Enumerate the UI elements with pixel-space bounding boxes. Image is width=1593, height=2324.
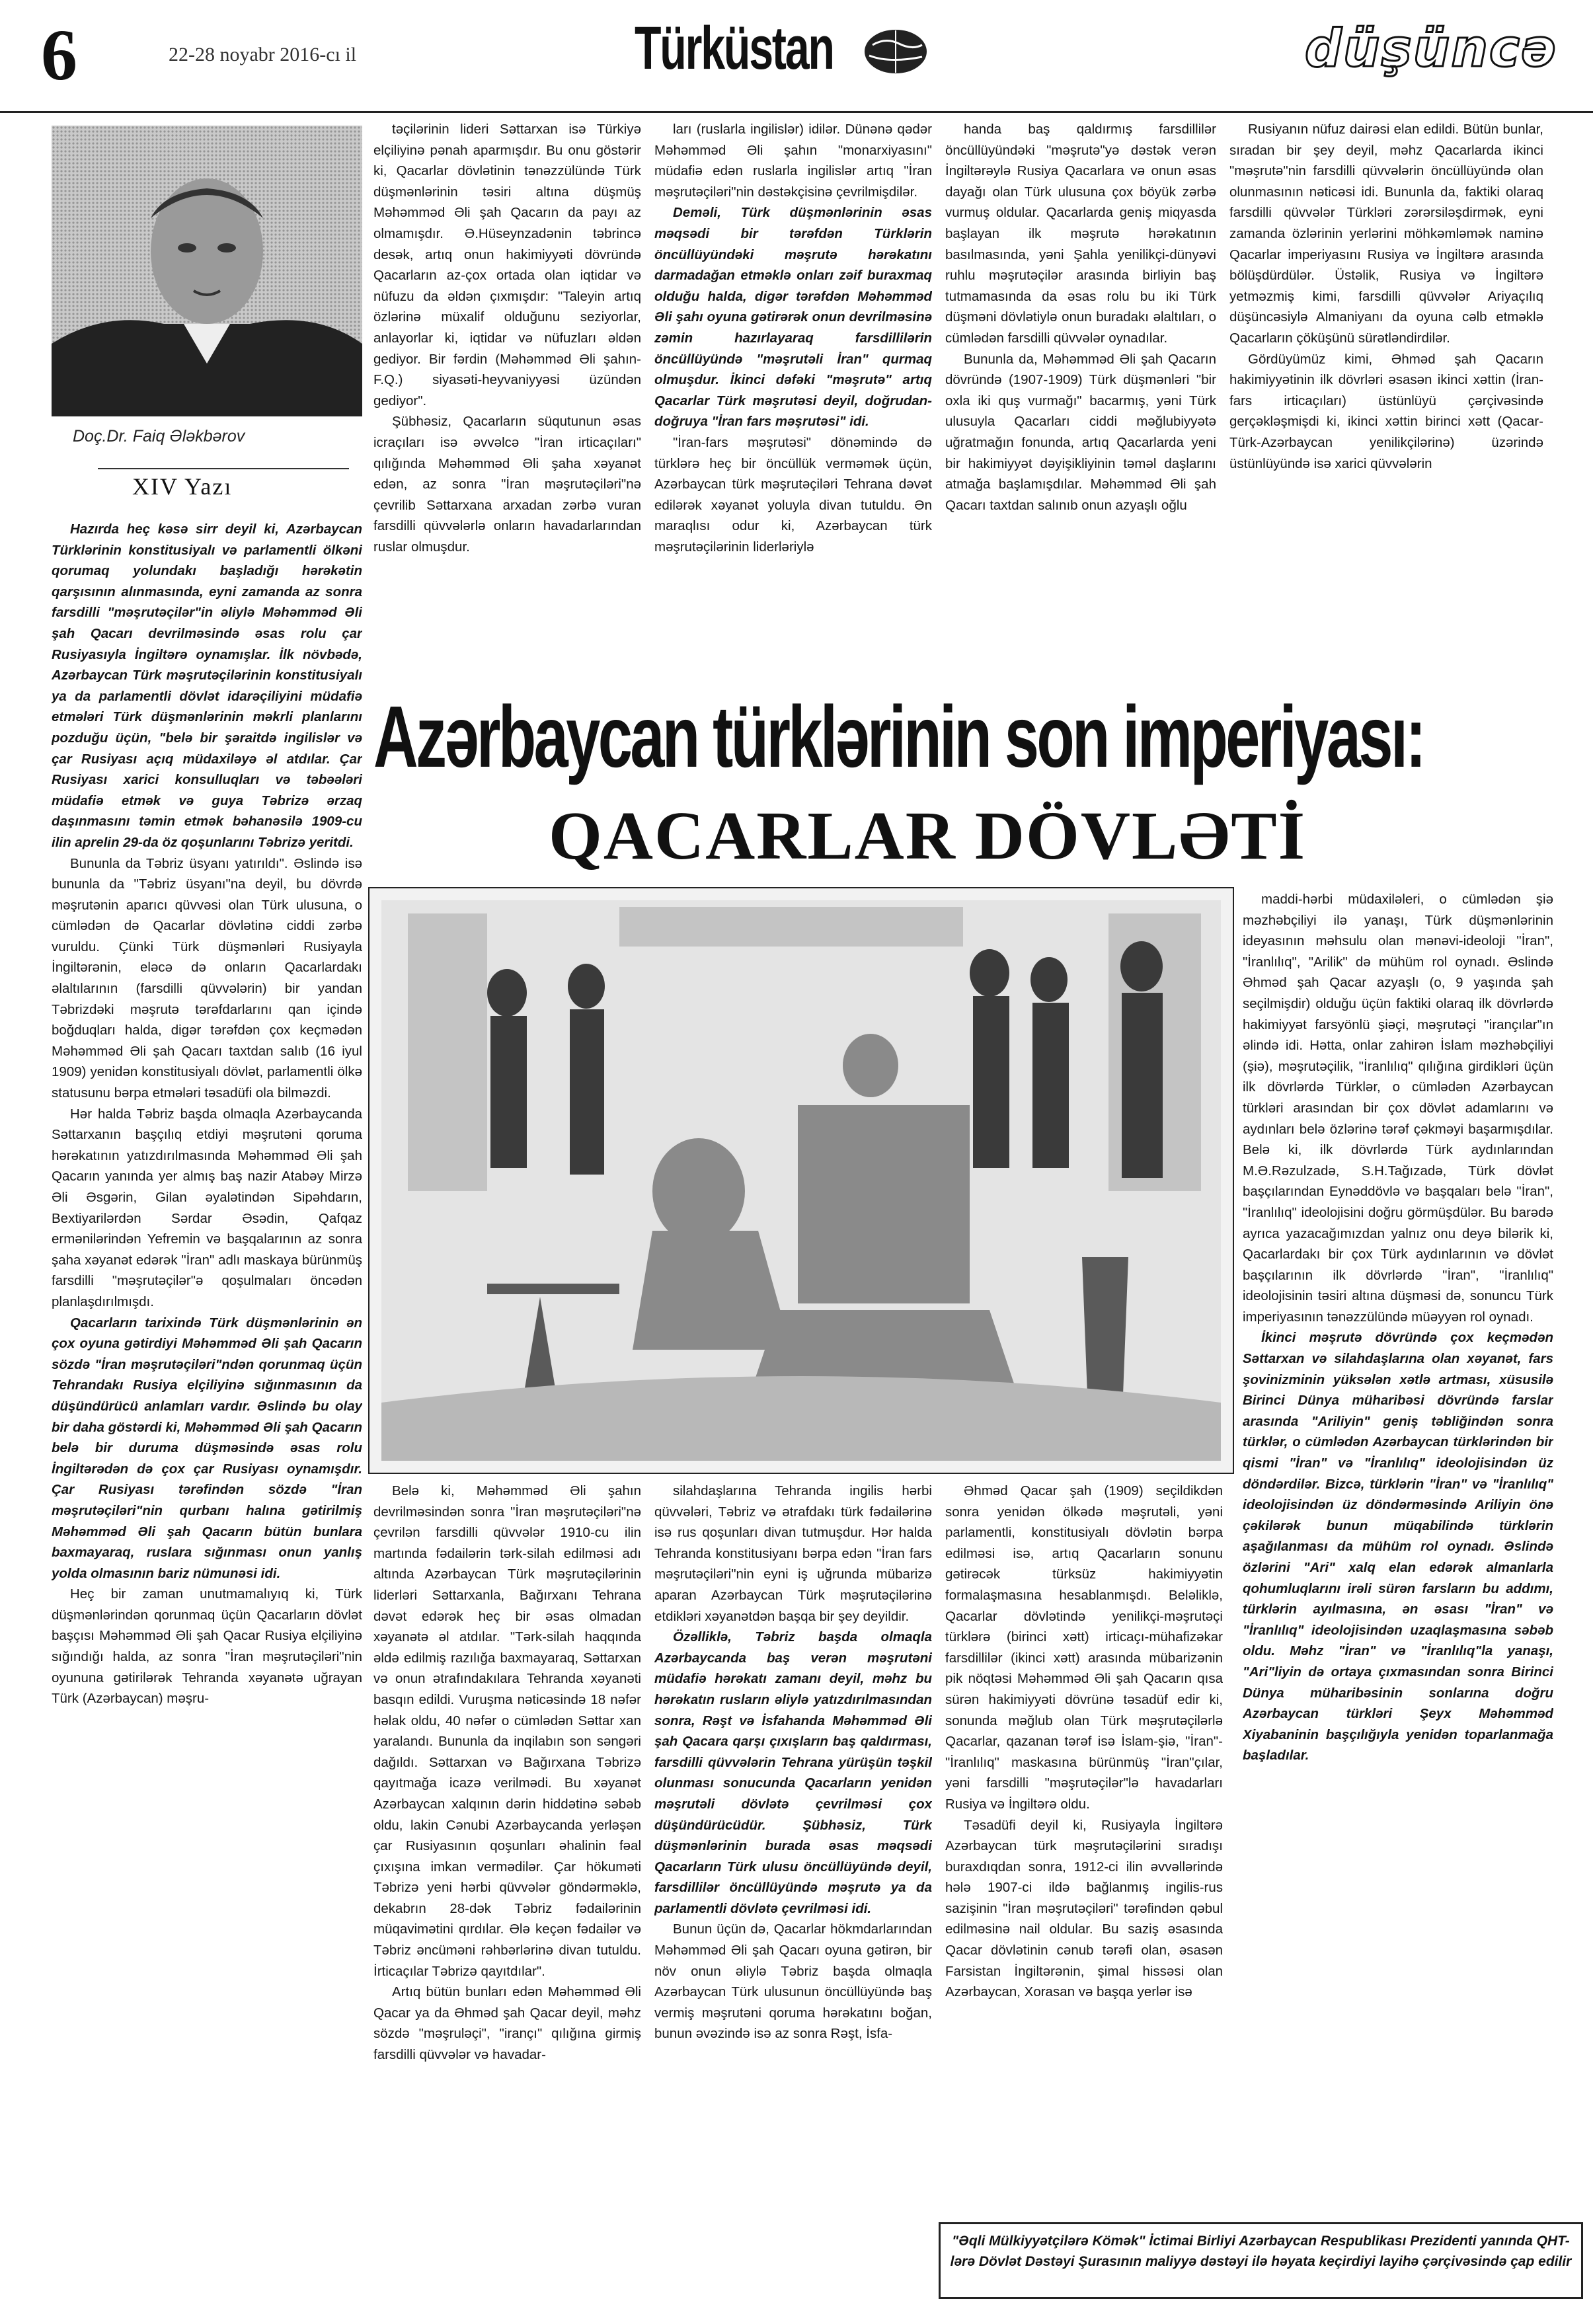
paragraph: Bununla da, Məhəmməd Əli şah Qacarın dövründə (1907-1909) Türk düşmənləri "bir oxla iki quş vurmağı" bacarmış, yəni Türk ulusuyla Qacarları ciddi məğlubiyyətə uğratmağın fonunda, artıq Qacarlarda yeni bir hakimiyyət dəyişikliyinin təməl daşlarını atmağa başlamışdılar. Məhəmməd Əli şah Qacarı taxtdan salınıb onun azyaşlı oğlu: [945, 351, 1216, 513]
paragraph: maddi-hərbi müdaxiləleri, o cümlədən şiə məzhəbçiliyi ilə yanaşı, Türk düşmənlərinin ideyasının məhsulu olan mənəvi-ideoloji "İran", "İranlılıq", "Arilik" də mühüm rol oynadı. Əslində Əhməd şah Qacar azyaşlı (o, 9 yaşında şah seçilmişdir) olduğu üçün faktiki olaraq ilk dövrlərdə hakimiyyət farsyönlü şiəçi, məşrutəçi "irançılar"ın əlində idi. Hətta, onlar zahirən İslam məzhəbçiliyi (şiə), məşrutəçilik, "İranlılıq" qılığına girdikləri üçün ilk dövrlərdə Türklər, o cümlədən Azərbaycan türkləri arasından bir çox dövlət adamlarını və aydınları belə özlərinə tərəf çəkməyi başarmışdılar. Belə ki, ilk dövrlərdə Türk aydınlarından M.Ə.Rəzulzadə, S.H.Tağızadə, Türk dövlət başçılarından Eynəddövlə və başqaları belə "İran", "İranlılıq" ideolojisini doğru görmüşdülər. Bu barədə ayrıca yazacağımızdan yalnız onu deyə bilərik ki, Qacarlardakı bir çox Türk aydınlarının və dövlət başçılarının ilk dövrlərdə "İran", "İranlılıq" ideolojisinin təsiri altına düşməsi də, sonuncu Türk imperiyasının tənəzzülündə müəyyən rol oynadı.: [1243, 892, 1553, 1325]
paragraph: ları (ruslarla ingilislər) idilər. Dünənə qədər Məhəmməd Əli şahın "monarxiyasını" müdafiə edən ruslarla ingilislər artıq "İran məşrutəçiləri"nin dəstəkçisinə çevrilmişdilər.: [654, 122, 932, 200]
paragraph: Əhməd Qacar şah (1909) seçildikdən sonra yenidən ölkədə məşrutəli, yəni parlamentli, konstitusiyalı dövlətin bərpa edilməsi isə, artıq Qacarların sonunu gətirəcək türksüz hakimiyyətin formalaşmasına hesablanmışdı. Beləliklə, Qacarlar dövlətində yenilikçi-məşrutəçi türklərə (birinci xətt) irticaçı-mühafizəkar farsdillilər (ikinci xətt) arasında mübarizənin pik nöqtəsi Məhəmməd Əli şah Qacarın qısa sürən hakimiyyəti dövrünə təsadüf edir ki, sonunda məğlub olan Türk məşrutəçilərlə Qacarlar, qazanan tərəf isə İslam-şiə, "İran"-"İranlılıq" maskasına bürünmüş "İran"çılar, yəni farsdilli "məşrutəçilər"lə havadarları Rusiya və İngiltərə oldu.: [945, 1483, 1223, 1812]
article-column-8: [654, 1481, 932, 2310]
paragraph: Deməli, Türk düşmənlərinin əsas məqsədi bir tərəfdən Türklərin öncüllüyündəki məşrutə hərəkatını darmadağan etməklə onları zəif buraxmaq olduğu halda, digər tərəfdən Məhəmməd Əli şahı oyuna gətirərək onun devrilməsinə zəmin hazırlayaraq farsdillilərin öncüllüyündə "məşrutəli İran" qurmaq olmuşdur. İkinci dəfəki "məşrutə" artıq Qacarlar Türk məşrutəsi deyil, doğrudan-doğruya "İran fars məşrutəsi" idi.: [654, 205, 932, 430]
paragraph: Özəlliklə, Təbriz başda olmaqla Azərbaycanda baş verən məşrutəni müdafiə hərəkatı zamanı deyil, məhz bu hərəkatın rusların əliylə yatızdırılmasından sonra, Rəşt və İsfahanda Məhəmməd Əli şah Qacara qarşı çıxışların baş qaldırması, farsdilli qüvvələrin Tehrana yürüşün təşkil olunması sonucunda Qacarların yenidən məşrutəli dövlətə çevrilməsi çox düşündürücüdür. Şübhəsiz, Türk düşmənlərinin burada əsas məqsədi Qacarların Türk ulusu öncüllüyündə deyil, farsdillilər öncüllüyündə məşrutə ya da parlamentli dövlətə çevrilməsi idi.: [654, 1629, 932, 1916]
article-column-9: [945, 1481, 1223, 2214]
paragraph: Bununla da Təbriz üsyanı yatırıldı". Əslində isə bununla da "Təbriz üsyanı"na deyil, bu dövrdə məşrutənin aparıcı qüvvəsi olan Türk ulusuna, o cümlədən də Qacarlar dövlətinə ciddi zərbə vuruldu. Çünki Türk düşmənləri Rusiyayla İngiltərənin, eləcə də onların Qacarlardakı əlaltılarının (farsdilli qüvvələrin) bir yandan Təbrizdəki məşrutə tərəfdarlarını qan içində boğduqları halda, digər tərəfdən çox keçmədən Məhəmməd Əli şah Qacarı taxtdan salıb (16 iyul 1909) yenidən konstitusiyalı dövlət, parlamentli ölkə statusunu bərpa etmələri təsadüfi ola bilməzdi.: [52, 855, 362, 1101]
author-photo: [52, 126, 362, 416]
divider: [98, 468, 349, 469]
page-number: 6: [41, 15, 77, 95]
subheadline: QACARLAR DÖVLƏTİ: [549, 798, 1307, 874]
article-column-7: [373, 1481, 641, 2310]
paragraph: Hazırda heç kəsə sirr deyil ki, Azərbaycan Türklərinin konstitusiyalı və parlamentli ölkəni qorumaq yolundakı başladığı hərəkətin qarşısının alınmasında, eyni zamanda az sonra farsdilli "məşrutəçilər"in əliylə Məhəmməd Əli şah Qacarı devrilməsində əsas rolu çar Rusiyasıyla İngiltərə oynamışlar. İlk növbədə, Azərbaycan Türk məşrutəçilərinin konstitusiyalı ya da parlamentli dövlət idarəçiliyini müdafiə etmələri Türk düşmənlərinin məkrli planlarını pozduğu üçün, "belə bir şəraitdə ingilislər və çar Rusiyası açıq müdaxiləyə əl atdılar. Çar Rusiyası xarici konsulluqları və təbəələri müdafiə etmək və guya Təbrizə ərzaq daşınmasını təmin etmək bəhanəsilə 1909-cu ilin aprelin 29-da öz qoşunlarını Təbrizə yeritdi.: [52, 522, 362, 850]
article-column-6: [1243, 889, 1553, 2214]
paragraph: İkinci məşrutə dövründə çox keçmədən Səttarxan və silahdaşlarına olan xəyanət, fars şovinizminin yüksələn xətlə artması, xüsusilə Birinci Dünya müharibəsi dövründə farslar arasında "Ariliyin" geniş təbliğindən sonra türklər, o cümlədən Azərbaycan türklərindən bir qismi "İran" və "İranlılıq" ideolojisindən üz döndərdilər. Bizcə, türklərin "İran" və "İranlılıq" ideolojisindən üz döndərməsində Ariliyin önə çəkilərək bunun müqabilində türklərin aşağılanması da mühüm rol oynadı. Əslində özlərini "Ari" xalq elan edərək almanlarla qohumluqlarını irəli sürən farsların bu addımı, türklərin ayılmasına, ən əsası "İran" və "İranlılıq" ideolojisindən uzaqlaşmasına səbəb oldu. Məhz "İran" və "İranlılıq"la yanaşı, "Ari"liyin də ortaya çıxmasından sonra Birinci Dünya müharibəsinin sonlarına doğru Azərbaycan türkləri Şeyx Məhəmməd Xiyabaninin başçılığıyla yenidən toparlanmağa başladılar.: [1243, 1330, 1553, 1763]
sponsor-footnote: "Əqli Mülkiyyətçilərə Kömək" İctimai Birliyi Azərbaycan Respublikası Prezidenti yanında QHT-lərə Dövlət Dəstəyi Şurasının maliyyə dəstəyi ilə həyata keçirdiyi layihə çərçivəsində çap edilir: [939, 2222, 1583, 2299]
article-column-1: [52, 519, 362, 2310]
paragraph: Gördüyümüz kimi, Əhməd şah Qacarın hakimiyyətinin ilk dövrləri əsasən ikinci xəttin (İran-fars irticaçıları) üstünlüyü çərçivəsində gerçəkləşmişdi ki, ikinci xəttin birinci xətt (Qacar-Türk-Azərbaycan yenilikçilərinə) üzərində üstünlüyündə isə xarici qüvvələrin: [1229, 351, 1543, 471]
article-column-3: [654, 119, 932, 681]
historical-illustration: [368, 887, 1234, 1474]
paragraph: Qacarların tarixində Türk düşmənlərinin ən çox oyuna gətirdiyi Məhəmməd Əli şah Qacarın sözdə "İran məşrutəçiləri"ndən qorunmaq üçün Tehrandakı Rusiya elçiliyinə sığınmasının da düşündürücü anlamları vardır. Əslində bu olay bir daha göstərdi ki, Məhəmməd Əli şah Qacarın belə bir duruma düşməsində əsas rolu İngiltərədən də çox çar Rusiyası oynamışdır. Çar Rusiyası tərəfindən sözdə "İran məşrutəçiləri"nin qurbanı halına gətirilmiş Məhəmməd Əli şah Qacarın bütün bunlara baxmayaraq, ruslara sığınması onun yanlış yolda olmasının bariz nümunəsi idi.: [52, 1315, 362, 1581]
paragraph: Artıq bütün bunları edən Məhəmməd Əli Qacar ya da Əhməd şah Qacar deyil, məhz sözdə "məşruləçi", "irançı" qılığına girmiş farsdilli qüvvələr və havadar-: [373, 1984, 641, 2063]
issue-date: 22-28 noyabr 2016-cı il: [169, 44, 357, 65]
article-series: XIV Yazı: [132, 473, 233, 500]
paragraph: təçilərinin lideri Səttarxan isə Türkiyə elçiliyinə pənah aparmışdır. Bu onu göstərir ki, Qacarlar dövlətinin tənəzzülündə Türk düşmənlərinin təsiri altına düşmüş Məhəmməd Əli şah Qacarın da payı az olmamışdır. Ə.Hüseynzadənin təbrincə desək, artıq onun hakimiyyəti dövründə Qacarların az-çox ortada olan iqtidar və nüfuzu da əldən çıxmışdır: "Taleyin artıq özlərinə müxalif olduğunu seziyorlar, anlayorlar ki, iqtidar və nüfuzları əldən gediyor. Bir fərdin (Məhəmməd Əli şahın-F.Q.) siyasəti-heyvaniyyəsi üzündən gediyor".: [373, 122, 641, 408]
paragraph: Rusiyanın nüfuz dairəsi elan edildi. Bütün bunlar, sıradan bir şey deyil, məhz Qacarlarda ikinci "məşrutə"nin farsdilli qüvvələrin öncüllüyündə olan olunmasının nəticəsi idi. Bununla da, faktiki olaraq farsdilli qüvvələr Türkləri zərərsiləşdirmək, eyni zamanda özlərinin yerlərini möhkəmləmək naminə Qacarlar imperiyasını Rusiya və İngiltərə arasında bölüşdürdülər. Üstəlik, Rusiya və İngiltərə yetməzmiş kimi, farsdilli qüvvələr Ariyaçılıq düşüncəsiylə Almaniyanı da oyuna cəlb etməklə Qacarların çöküşünü sürətləndirdilər.: [1229, 122, 1543, 346]
article-column-2: [373, 119, 641, 681]
paragraph: Bunun üçün də, Qacarlar hökmdarlarından Məhəmməd Əli şah Qacarı oyuna gətirən, bir növ onun əliylə Təbriz başda olmaqla Azərbaycan Türk ulusunun öncüllüyündə baş vermiş məşrutəni qoruma hərəkatını boğan, bunun əvəzində isə az sonra Rəşt, İsfa-: [654, 1921, 932, 2042]
article-column-4: [945, 119, 1216, 681]
paragraph: silahdaşlarına Tehranda ingilis hərbi qüvvələri, Təbriz və ətrafdakı türk fədailərinə isə rus qoşunları divan tutmuşdur. Hər halda Tehranda konstitusiyanı bərpa edən "İran fars məşrutəçiləri"nin eyni iş uğrunda mübarizə aparan Azərbaycan Türk məşrutəçilərinə etdikləri xəyanətdən başqa bir şey deyildir.: [654, 1483, 932, 1624]
newspaper-masthead: Türküstan: [635, 15, 834, 82]
paragraph: Belə ki, Məhəmməd Əli şahın devrilməsindən sonra "İran məşrutəçiləri"nə çevrilən farsdilli qüvvələr 1910-cu ilin martında fədailərin tərk-silah edilməsi adı altında Azərbaycan Türk məşrutəçilərinin liderləri Səttarxanla, Bağırxanı Tehrana dəvət edərək heç bir əsas olmadan xəyanətə əl atdılar. "Tərk-silah haqqında əldə edilmiş razılığa baxmayaraq, Səttarxan və onun ətrafındakılara Tehranda xəyanəti basqın edildi. Vuruşma nəticəsində 18 nəfər həlak oldu, 40 nəfər o cümlədən Səttar xan yaralandı. Bununla da inqilabın son səngəri dağıldı. Səttarxan və Bağırxana Təbrizə qayıtmağa icazə verilmədi. Bu xəyanət Azərbaycan xalqının dərin hiddətinə səbəb oldu, lakin Cənubi Azərbaycanda yerləşən çar Rusiyasının qoşunları əhalinin fəal çıxışına imkan vermədilər. Çar hökuməti Təbrizə yeni hərbi qüvvələr göndərməklə, dekabrın 28-dək Təbriz fədailərinin müqavimətini qırdılar. Ələ keçən fədailər və Təbriz əncüməni rəhbərlərinə divan tutuldu. İrticaçılar Təbrizə qayıtdılar".: [373, 1483, 641, 1979]
paragraph: Şübhəsiz, Qacarların süqutunun əsas icraçıları isə əvvəlcə "İran irticaçıları" qılığında Məhəmməd Əli şaha xəyanət edən, az sonra "İran məşrutəçiləri"nə çevrilib Səttarxana arxadan zərbə vuran farsdilli qüvvələrlə onların havadarlarından ruslar olmuşdur.: [373, 414, 641, 555]
globe-logo-icon: [859, 25, 932, 77]
paragraph: Təsadüfi deyil ki, Rusiyayla İngiltərə Azərbaycan türk məşrutəçilərini sıradışı buraxdıqdan sonra, 1912-ci ilin əvvəllərində hələ 1907-ci ildə bağlanmış ingilis-rus sazişinin "İran məşrutəçiləri" tərəfindən qəbul edilməsinə nail oldular. Bu saziş əsasında Qacar dövlətinin cənub tərəfi olan, əsasən Farsistan İngiltərənin, şimal hissəsi olan Azərbaycan, Xorasan və başqa yerlər isə: [945, 1817, 1223, 2000]
article-column-5: [1229, 119, 1543, 681]
paragraph: handa baş qaldırmış farsdillilər öncüllüyündəki "məşrutə"yə dəstək verən İngiltərəylə Rusiya Qacarlara və onun əsas dayağı olan Türk ulusuna çox böyük zərbə vurmuş oldular. Qacarlarda geniş miqyasda başlayan ilk məşrutə hərəkatının basılmasında, yəni Şahla yenilikçi-dünyəvi ruhlu məşrutəçilər arasında birliyin baş tutmamasında da əsas rolu bu iki Türk düşməni dövlətiylə onun buradakı əlaltıları, o cümlədən farsdilli qüvvələr oynadılar.: [945, 122, 1216, 346]
paragraph: Heç bir zaman unutmamalıyıq ki, Türk düşmənlərindən qorunmaq üçün Qacarların dövlət başçısı Məhəmməd Əli şah Qacar Rusiya elçiliyinə sığındığı halda, az sonra "İran məşrutəçiləri"nin oyununa gətirilərək Tehranda xəyanətə uğrayan Türk (Azərbaycan) məşru-: [52, 1586, 362, 1707]
paragraph: Hər halda Təbriz başda olmaqla Azərbaycanda Səttarxanın başçılıq etdiyi məşrutəni qoruma hərəkatının yatızdırılmasında Məhəmməd Əli şah Qacarın yanında yer almış baş nazir Atabəy Mirzə Əli Əsgərin, Gilan əyalətindən Sipəhdarın, Bextiyarilərdən Sərdar Əsədin, Qafqaz ermənilərindən Yefremin və başqalarının az sonra şaha xəyanət edərək "İran" adlı maskaya bürünmüş farsdilli "məşrutəçilər"ə qoşulmaları öncədən planlaşdırılmışdı.: [52, 1106, 362, 1309]
section-title: [1296, 15, 1567, 83]
header-rule: [0, 111, 1593, 113]
headline: Azərbaycan türklərinin son imperiyası:: [373, 688, 1424, 785]
author-name: Doç.Dr. Faiq Ələkbərov: [73, 427, 245, 445]
svg-text:düşüncə: düşüncə: [1305, 19, 1557, 79]
paragraph: "İran-fars məşrutəsi" dönəmində də türklərə heç bir öncüllük verməmək üçün, Azərbaycan türk məşrutəçiləri Tehrana dəvət edilərək xəyanət yoluyla divan tutuldu. Ən maraqlısı odur ki, Azərbaycan türk məşrutəçilərinin liderləriylə: [654, 434, 932, 555]
